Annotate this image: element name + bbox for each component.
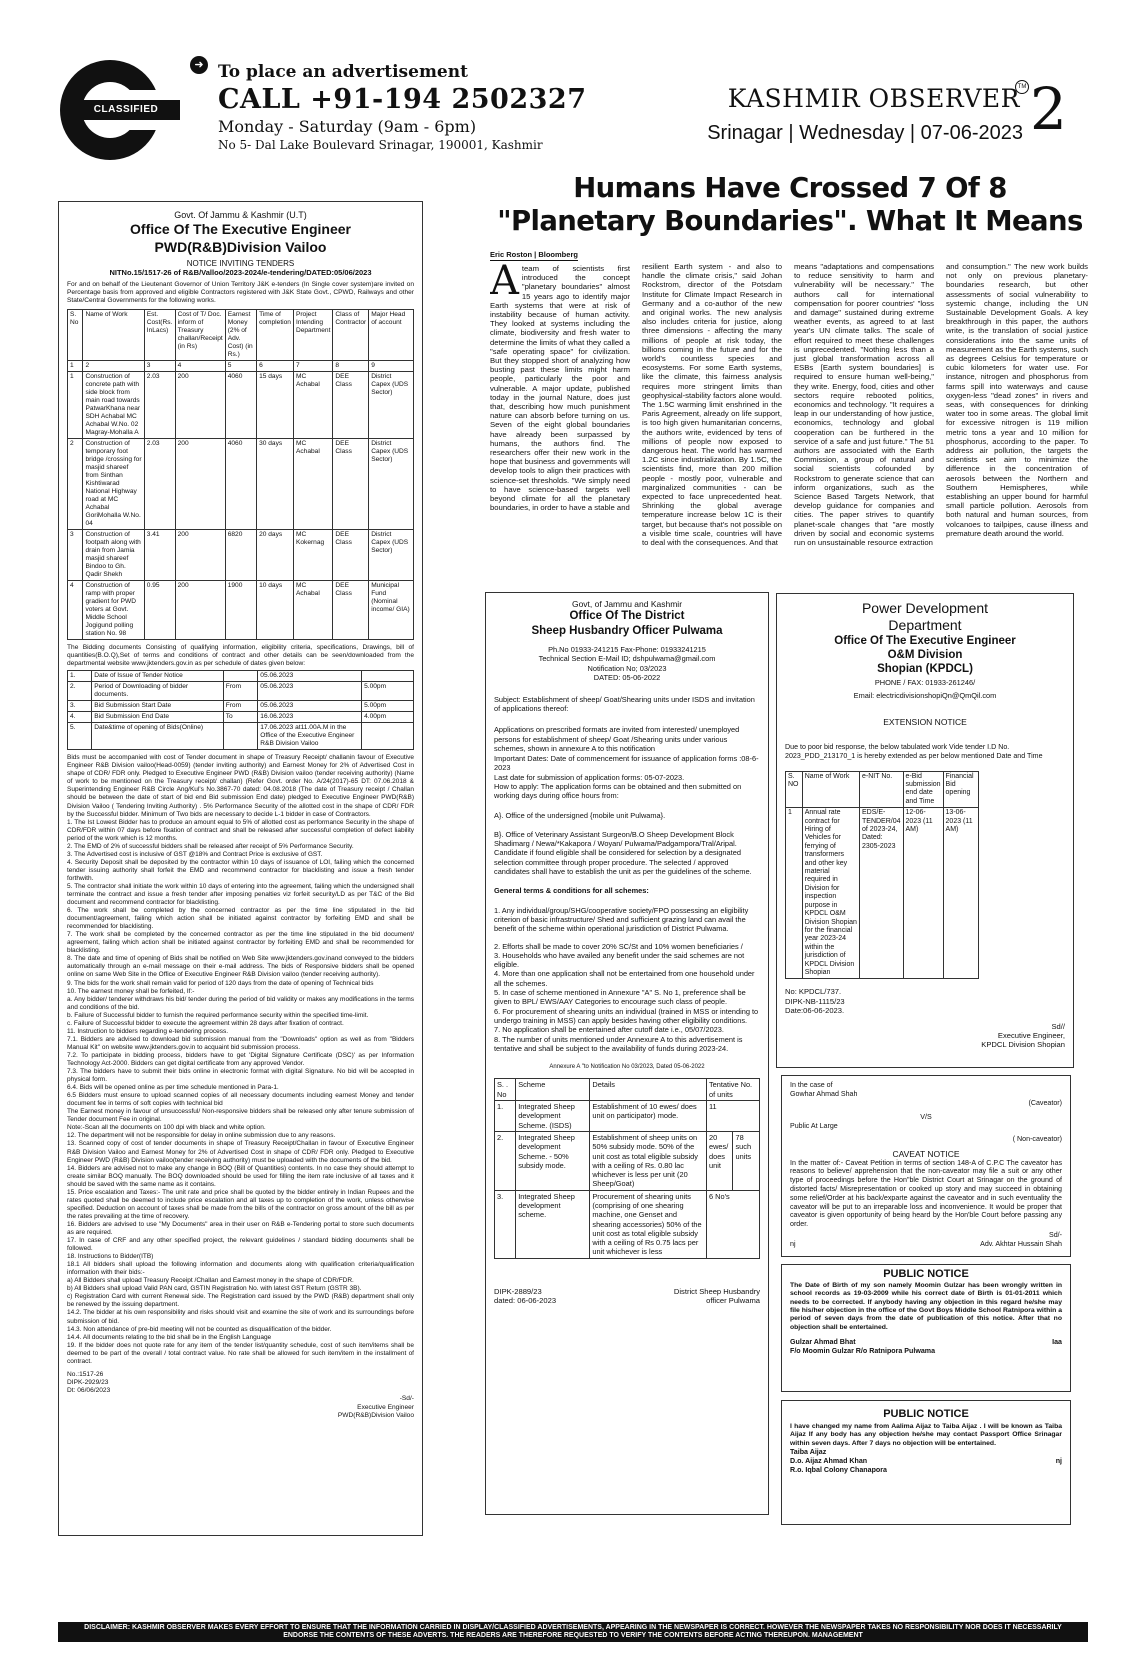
tender-office-1: Office Of The Executive Engineer	[130, 221, 351, 237]
notice1-body: The Date of Birth of my son namely Moomin Gulzar has been wrongly written in school records as 19-03-2009 while his correct date of Birth is 01-01-2011 which needs to be corrected. If anybody having any objection in this regard he/she may file his/her objection in the office of the Govt Boys Middle School Ratnipora within a period of seven days from the date of publication of this notice. After that no objection shall be entertained.	[790, 1281, 1062, 1331]
table-cell: 3	[68, 529, 83, 580]
tender-header-cell: Est. Cost(Rs. InLacs)	[144, 309, 175, 360]
disclaimer-footer: DISCLAIMER: KASHMIR OBSERVER MAKES EVERY EFFORT TO ENSURE THAT THE INFORMATION CARRIED IN DISPLAY/CLASSIFIED ADVERTISEMENTS, APPEARING IN THE NEWSPAPER IS CORRECT. HOWEVER THE NEWSPAPER TAKES NO RESPONSIBILITY NOR DOES IT NECESSARILY ENDORSE THE CONTENTS OF THESE ADVERTS. THE READERS ARE THEREFORE REQUESTED TO VERIFY THE CONTENTS BEFORE ACTING THEREUPON. MANAGEMENT	[58, 1622, 1088, 1642]
article-headline: Humans Have Crossed 7 Of 8 "Planetary Boundaries". What It Means	[497, 172, 1083, 237]
table-cell: 30 days	[257, 438, 294, 529]
table-row	[68, 529, 414, 580]
ad-address: No 5- Dal Lake Boulevard Srinagar, 190001, Kashmir	[218, 138, 543, 152]
article-column-3: means "adaptations and compensations to reduce sensitivity to harm and vulnerability will be necessary." The authors call for international compensation for poorer countries' "loss and damage" sustained during extreme weather events, as agreed to at last year's UN climate talks. The scale of effort required to meet these challenges is unprecedented. "Nothing less than a just global transformation across all ESBs [Earth system boundaries] is required to ensure human well-being," they write. Energy, food, cities and other sectors require rebooted politics, economics and technology. "It requires a leap in our understanding of how justice, economics, technology and global cooperation can be furthered in the service of a safe and just future." The 51 authors are associated with the Earth Commission, a group of natural and social scientists cofounded by Rockstrom to generate science that can inform organizations, such as the Science Based Targets Network, that develop guidance for companies and cities. The paper strives to quantify planet-scale changes that "are mostly driven by social and economic systems run on unsustainable resource extraction	[794, 262, 934, 548]
table-cell: 5.00pm	[362, 701, 414, 712]
tender-dipk: DIPK-2929/23	[67, 1378, 109, 1386]
caveat-sign-row	[790, 1240, 1062, 1249]
table-row	[68, 723, 414, 750]
sheep-notice	[485, 592, 769, 1515]
table-cell: Date&time of opening of Bids(Online)	[92, 723, 223, 750]
sheep-t6: 6. For procurement of shearing units an individual (trained in MSS or intending to undergo training in MSS) can apply besides having other eligibility conditions.	[494, 1006, 759, 1025]
table-cell	[223, 671, 258, 682]
tender-bidding-docs: The Bidding documents Consisting of qualifying information, eligibility criteria, specifications, Drawings, bill of quantities(B.O.Q),Set of terms and conditions of contract and other details can be seen/downloaded from the departmental website www.jktenders.gov.in as per schedule of dates given below:	[67, 643, 414, 668]
table-cell: From	[223, 682, 258, 701]
sheep-dated-bottom: dated: 06-06-2023	[494, 1296, 557, 1306]
caveat-l2: Gowhar Ahmad Shah	[790, 1089, 858, 1098]
table-cell: 4060	[225, 371, 256, 438]
power-p1: Due to poor bid response, the below tabulated work Vide tender I.D No. 2023_PDD_213170_1 is hereby extended as per below mentioned Date and Time	[785, 743, 1043, 760]
article	[490, 248, 1090, 590]
power-table: S. NO Name of Work e-NIT No. e-Bid submission end date and Time Financial Bid opening 1 Annual rate contract for Hiring of Vehicles for ferrying of transformers and other key material required in Division for inspection purpose in KPDCL O&M Division Shopian for the financial year 2023-24 within the jurisdiction of KPDCL Division Shopian EDS/E-TENDER/04 of 2023-24, Dated: 2305-2023 12-06-2023 (11 AM) 13-06-2023 (11 AM)	[785, 771, 979, 980]
tender-nit-no: NITNo.15/1517-26 of R&B/Valloo/2023-2024/e-tendering/DATED:05/06/2023	[109, 268, 372, 277]
table-cell: Bid Submission Start Date	[92, 701, 223, 712]
tender-column-number: 3	[144, 360, 175, 371]
arrow-icon: ➜	[190, 56, 208, 74]
sheep-head-units: Tentative No. of units	[706, 1079, 759, 1101]
sheep-sign-2: officer Pulwama	[706, 1296, 760, 1306]
article-column-1: Ateam of scientists first introduced the concept "planetary boundaries" almost 15 years ago to identify major Earth systems that were at risk of instability because of human activity. They looked at systems including the climate, biodiversity and fresh water to determine the limits of what they called a "safe operating space" for civilization. But they stopped short of analyzing how busting past these limits might harm people, particularly the poor and vulnerable. A major update, published today in the journal Nature, does just that, describing how much punishment nature can absorb before turning on us. Seven of the eight global boundaries have already been surpassed by humans, the authors find. The researchers offer their new work in the hope that business and governments will develop tools to align their practices with science-set thresholds. "We simply need to have science-based targets well beyond climate for all the planetary boundaries, in order to have a stable and	[490, 258, 630, 513]
tender-header-cell: Name of Work	[83, 309, 144, 360]
power-sign-2: KPDCL Division Shopian	[981, 1040, 1065, 1050]
notice2-body: I have changed my name from Aalima Aijaz to Taiba Aijaz . I will be known as Taiba Aijaz If any body has any objection he/she may contact Passport Office Srinagar within seven days. After 7 days no objection will be entertained.	[790, 1422, 1062, 1447]
table-cell: 4	[68, 580, 83, 639]
table-row	[68, 682, 414, 701]
article-column-4: and consumption." The new work builds not only on previous planetary-boundaries research, but other assessments of social vulnerability to systemic change, including the UN Sustainable Development Goals. A key breakthrough in this paper, the authors write, is the translation of social justice considerations into the same units of measurement as the Earth systems, such as degrees Celsius for temperature or cubic kilometers for water use. For instance, nitrogen and phosphorus from farms spill into waterways and cause oxygen-less "dead zones" in rivers and seas, with consequences for drinking water too in some areas. The global limit for excessive nitrogen is 119 million metric tons a year and 10 million for phosphorus, according to the paper. To address air pollution, the targets the scientists set aim to minimize the difference in the concentration of aerosols between the Northern and Southern Hemispheres, while establishing an upper bound for harmful small particle pollution. Aerosols from both natural and human sources, from volcanoes to tailpipes, cause illness and premature death around the world.	[946, 262, 1088, 538]
public-notice-name-change	[781, 1400, 1071, 1525]
table-cell: 2.	[68, 682, 92, 701]
page-number: 2	[1030, 75, 1067, 143]
power-office-1: Office Of The Executive Engineer	[834, 635, 1016, 647]
table-cell: Municipal Fund (Nominal income/ GIA)	[369, 580, 414, 639]
caveat-l3: (Caveator)	[1028, 1098, 1062, 1107]
tender-header-cell: Major Head of account	[369, 309, 414, 360]
table-row	[68, 438, 414, 529]
power-sign-1: Executive Engineer,	[997, 1030, 1065, 1040]
table-cell: 2.03	[144, 371, 175, 438]
caveat-l5: ( Non-caveator)	[1012, 1134, 1062, 1143]
caveat-nj: nj	[790, 1239, 796, 1248]
table-cell	[362, 723, 414, 750]
table-cell: MC Achabal	[293, 438, 332, 529]
sheep-dipk: DIPK-2889/23	[494, 1286, 542, 1296]
table-cell: District Capex (UDS Sector)	[369, 438, 414, 529]
caveat-l1: In the case of	[790, 1081, 833, 1089]
paper-name: KASHMIR OBSERVER	[727, 84, 1020, 113]
tender-header-cell: Cost of T/ Doc. inform of Treasury challan/Receipt (in Rs)	[175, 309, 225, 360]
table-cell: Construction of footpath along with drain from Jamia masjid shareef Bindoo to Gh. Qadir Shekh	[83, 529, 144, 580]
caveat-notice	[781, 1075, 1071, 1257]
notice1-iaa: Iaa	[1052, 1338, 1062, 1347]
sheep-head-scheme: Scheme	[516, 1079, 590, 1101]
tender-column-number: 5	[225, 360, 256, 371]
table-row	[68, 701, 414, 712]
sheep-p3: Last date for submission of application forms: 05-07-2023.	[494, 772, 685, 782]
sheep-annex-title: Annexure A "to Notification No 03/2023, Dated 05-06-2022	[549, 1064, 705, 1071]
caveat-adv: Adv. Akhtar Hussain Shah	[980, 1239, 1062, 1248]
tender-column-number: 9	[369, 360, 414, 371]
sheep-t5: 5. In case of scheme mentioned in Annexure "A" S. No 1, preference shall be given to BPL/ EWS/AAY Categories to encourage such class of people.	[494, 988, 746, 1007]
table-cell: DEE Class	[333, 580, 369, 639]
tender-schedule-table	[67, 670, 414, 750]
sheep-office-1: Office Of The District	[569, 610, 685, 622]
sheep-email: Technical Section E-Mail ID; dshpulwama@gmail.com	[538, 654, 716, 664]
caveat-vs: V/S	[920, 1113, 932, 1122]
sheep-t2: 2. Efforts shall be made to cover 20% SC/St and 10% women beneficiaries /	[494, 941, 743, 951]
sheep-subject: Subject: Establishment of sheep/ Goat/Shearing units under ISDS and invitation of applications thereof:	[494, 694, 755, 713]
classified-label: CLASSIFIED	[72, 100, 180, 120]
sheep-t4: 4. More than one application shall not be entertained from one household under all the schemes.	[494, 969, 755, 988]
table-cell: 200	[175, 371, 225, 438]
table-cell: 10 days	[257, 580, 294, 639]
sheep-footer	[494, 1287, 760, 1306]
table-cell: MC Achabal	[293, 371, 332, 438]
table-cell: 20 days	[257, 529, 294, 580]
table-cell: 05.06.2023	[258, 682, 362, 701]
table-cell: 1.	[68, 671, 92, 682]
caveat-l4: Public At Large	[790, 1122, 838, 1131]
tender-column-number: 7	[293, 360, 332, 371]
table-cell: District Capex (UDS Sector)	[369, 371, 414, 438]
trademark-icon: TM	[1015, 80, 1029, 94]
ad-hours: Monday - Saturday (9am - 6pm)	[218, 117, 477, 136]
table-cell: DEE Class	[333, 438, 369, 529]
sheep-p7: Candidate if found eligible shall be considered for selection by a designated selection committee through proper procedure. The selected / approved candidates shall have to establish the unit as per the guidelines of the scheme.	[494, 848, 752, 877]
table-row: 3. Integrated Sheep development scheme. Procurement of shearing units (comprising of one shearing machine, one Genset and shearing accessories) 50% of the unit cost as total eligible subsidy with a ceiling of Rs 0.75 lacs per unit whichever is less 6 No's	[495, 1190, 760, 1258]
table-cell: 0.95	[144, 580, 175, 639]
table-cell: Construction of temporary foot bridge /crossing for masjid shareef from Sinthan Kishtiwarad National Highway road at MC Achabal GoriMohalla W.No. 04	[83, 438, 144, 529]
table-cell: 4.00pm	[362, 712, 414, 723]
sheep-p5: A}. Office of the undersigned {mobile unit Pulwama}.	[494, 810, 666, 820]
tender-ref-no: No.:1517-26	[67, 1370, 104, 1378]
tender-dt: Dt: 06/06/2023	[67, 1387, 111, 1395]
notice1-title: PUBLIC NOTICE	[883, 1268, 969, 1280]
table-cell: Construction of concrete path with side block from main road towards PatwarKhana near SDH Achabal MC Achabal W.No. 02 Magray-Mohalla A	[83, 371, 144, 438]
notice2-name: Taiba Aijaz	[790, 1448, 827, 1457]
table-cell: DEE Class	[333, 371, 369, 438]
table-cell: DEE Class	[333, 529, 369, 580]
sheep-t8: 8. The number of units mentioned under Annexure A to this advertisement is tentative and shall be subject to the availability of funds during 2023-24.	[494, 1034, 743, 1053]
table-row	[68, 371, 414, 438]
sheep-t7: 7. No application shall be entertained after cutoff date i.e., 05/07/2023.	[494, 1025, 724, 1035]
notice2-addr: R.o. Iqbal Colony Chanapora	[790, 1465, 887, 1474]
sheep-gov: Govt, of Jammu and Kashmir	[571, 599, 683, 609]
caveat-title: CAVEAT NOTICE	[892, 1148, 960, 1159]
table-cell: MC Kokernag	[293, 529, 332, 580]
table-cell: Bid Submission End Date	[92, 712, 223, 723]
notice2-title: PUBLIC NOTICE	[883, 1408, 969, 1420]
power-no: No: KPDCL/737.	[785, 987, 842, 997]
tender-column-number: 8	[333, 360, 369, 371]
notice2-sign-row	[790, 1457, 1062, 1466]
notice2-nj: nj	[1055, 1456, 1062, 1465]
tender-sd: -Sd/-	[399, 1395, 414, 1403]
sheep-annex-table	[494, 1078, 760, 1258]
tender-header-cell: S. No	[68, 309, 83, 360]
notice1-name: Gulzar Ahmad Bhat	[790, 1338, 856, 1347]
sheep-meta	[494, 645, 760, 683]
date-line: Srinagar | Wednesday | 07-06-2023	[707, 122, 1023, 144]
power-dept-2: Department	[888, 617, 962, 633]
ad-phone: CALL +91-194 2502327	[218, 84, 587, 115]
sheep-sign-1: District Sheep Husbandry	[673, 1286, 760, 1296]
article-column-2: resilient Earth system - and also to handle the climate crisis," said Johan Rockstrom, director of the Potsdam Institute for Climate Impact Research in Germany and a co-author of the new and original works. The new analysis also includes criteria for justice, along three dimensions - affecting the many millions of people at risk today, the billions coming in the future and for the world's countless species and ecosystems. For some Earth systems, like the climate, this fairness analysis requires more stringent limits than geophysical-stability factors alone would. The 1.5C warming limit enshrined in the Paris Agreement, already on life support, is too high given humanitarian concerns, the authors write, evidenced by tens of millions of people now exposed to dangerous heat. The world has warmed 1.2C since industrialization. By 1.5C, the scientists find, more than 200 million people - mostly poor, vulnerable and marginalized communities - can be expected to face unprecedented heat. Shrinking the global average temperature increase below 1C is their target, but because that's not possible on a visible time scale, countries will have to deal with the consequences. And that	[642, 262, 782, 548]
power-dipk: DIPK-NB-1115/23	[785, 996, 845, 1006]
table-cell: 1900	[225, 580, 256, 639]
power-date: Date:06-06-2023.	[785, 1006, 845, 1016]
table-row	[68, 671, 414, 682]
table-cell: 4060	[225, 438, 256, 529]
tender-column-number: 2	[83, 360, 144, 371]
table-row: 1. Integrated Sheep development Scheme. (ISDS) Establishment of 10 ewes/ does unit on participator) mode. 11	[495, 1101, 760, 1132]
table-cell: Construction of ramp with proper gradient for PWD voters at Govt. Middle School Jogigund polling station No. 98	[83, 580, 144, 639]
tender-column-number: 6	[257, 360, 294, 371]
tender-intro: For and on behalf of the Lieutenant Governor of Union Territory J&K e-tenders (In Single cover system)are invited on Percentage basis from approved and eligible Contractors registered with J&K State Govt., CPWD, Railways and other State/Central Governments for the following works.	[67, 281, 414, 305]
sheep-office-2: Sheep Husbandry Officer Pulwama	[531, 625, 723, 637]
power-notice	[776, 593, 1074, 1068]
table-cell: 17.06.2023 at11.00A.M in the Office of the Executive Engineer R&B Division Vailoo	[258, 723, 362, 750]
table-cell: 200	[175, 580, 225, 639]
sheep-p1: Applications on prescribed formats are invited from interested/ unemployed persons for establishment of sheep/ Goat /Shearing units under various schemes, shown in annexure A to this notification	[494, 725, 740, 753]
tender-sign-office: PWD(R&B)Division Vailoo	[337, 1411, 414, 1419]
table-cell: 2.03	[144, 438, 175, 529]
tender-office-2: PWD(R&B)Division Vailoo	[154, 239, 327, 255]
table-cell: 15 days	[257, 371, 294, 438]
sheep-head-details: Details	[590, 1079, 707, 1101]
notice2-do: D.o. Aijaz Ahmad Khan	[790, 1456, 868, 1465]
sheep-terms-title: General terms & conditions for all schemes:	[494, 886, 649, 896]
table-cell: 16.06.2023	[258, 712, 362, 723]
power-dept-1: Power Development	[861, 600, 989, 616]
dropcap: A	[490, 258, 519, 304]
table-cell: 6820	[225, 529, 256, 580]
power-title: EXTENSION NOTICE	[883, 717, 967, 727]
tender-works-table	[67, 309, 414, 640]
sheep-head-sno: S. . No	[495, 1079, 516, 1101]
table-cell: 2	[68, 438, 83, 529]
classified-logo	[60, 60, 178, 160]
tender-header-cell: Earnest Money (2% of Adv. Cost) (in Rs.)	[225, 309, 256, 360]
power-sd: Sd//	[1051, 1021, 1065, 1031]
table-row	[68, 580, 414, 639]
tender-header-cell: Class of Contractor	[333, 309, 369, 360]
tender-notice	[58, 201, 423, 1536]
table-cell: To	[223, 712, 258, 723]
table-cell: 1	[68, 371, 83, 438]
table-row: 1 Annual rate contract for Hiring of Vehicles for ferrying of transformers and other key material required in Division for inspection purpose in KPDCL O&M Division Shopian for the financial year 2023-24 within the jurisdiction of KPDCL Division Shopian EDS/E-TENDER/04 of 2023-24, Dated: 2305-2023 12-06-2023 (11 AM) 13-06-2023 (11 AM)	[786, 808, 979, 979]
table-cell: 3.41	[144, 529, 175, 580]
sheep-t3: 3. Households who have availed any benefit under the said schemes are not eligible.	[494, 950, 745, 970]
power-office-2: O&M Division	[887, 649, 963, 661]
sheep-t1: 1. Any individual/group/SHG/cooperative society/FPO possessing an eligibility criterion of basic infrastructure/ Shed and sufficient grazing land can avail the benefit of the scheme within operational jurisdiction of District Pulwama.	[494, 905, 749, 934]
table-cell: From	[223, 701, 258, 712]
tender-gov: Govt. Of Jammu & Kashmir (U.T)	[174, 210, 307, 220]
table-cell: MC Achabal	[293, 580, 332, 639]
table-row: 2. Integrated Sheep development Scheme. - 50% subsidy mode. Establishment of sheep units on 50% subsidy mode. 50% of the unit cost as total eligible subsidy with a ceiling of Rs. 0.80 lac whichever is less per unit (20 Sheep/Goat) 20 ewes/ does unit 78 such units	[495, 1131, 760, 1190]
power-office-3: Shopian (KPDCL)	[877, 663, 973, 675]
table-cell: District Capex (UDS Sector)	[369, 529, 414, 580]
table-cell: 05.06.2023	[258, 701, 362, 712]
sheep-p2: Important Dates: Date of commencement for issuance of application forms :08-6-2023	[494, 754, 759, 773]
tender-conditions: Bids must be accompanied with cost of Tender document in shape of Treasury Receipt/ challanin favour of Executive Engineer R&B Division vailoo(Head-0059) (tender inviting authority) and Earnest Money for 2% of Advertised Cost in shape of CDR/ FDR only. Pledged to Executive Engineer PWD (R&B) Division vailoo (tender receiving authority) (Name of work to be mentioned on the Treasury receipt/ challan) (Refer Govt. order No. A/24(2017)-65 DT: 07.06.2018 & Superintending Engineer R&B Circle Ang/Kul's No.3867-70 dated: 04.08.2018 (The date of Treasury receipt / Challan should be between the date of start of bid end Bid submission End date) pledged to Executive Engineer PWD(R&B) Division Vailoo ( Tendering Inviting Authority) . 5% Performance Security of the allotted cost in the shape of CDR/ FDR by the Successful bidder. Minimum of Two bids are necessary to decide L-1 bidder in case of Contractors. 1. The Ist Lowest Bidder has to produce an amount equal to 5% of allotted cost as performance Security in the shape of CDR/FDR within 07 days before fixation of contract and shall be released after successful completion of defect liability period of the work which is 12 months. 2. The EMD of 2% of successful bidders shall be released after receipt of 5% Performance Security. 3. The Advertised cost is inclusive of GST @18% and Contract Price is exclusive of GST. 4. Security Deposit shall be deposited by the contractor within 10 days of issuance of LOI, failing which the concerned tender issuing authority shall forfeit the EMD and recommend contractor for blacklisting and issue a fresh tender forthwith. 5. The contractor shall initiate the work within 10 days of entering into the agreement, failing which the undersigned shall terminate the contract and issue a fresh tender after imposing penalties viz forfeit security/LD as per T&C of the Bid document and recommend contractor for blacklisting. 6. The work shall be completed by the concerned contractor as per the time line stipulated in the bid document/agreement, failing which action shall be initiated against contractor by forfeiting EMD and shall be recommended for blacklisting. 7. The work shall be completed by the concerned contractor as per the time line stipulated in the bid document/ agreement, failing which action shall be initiated against contractor by forfeiting EMD and shall be recommended for blacklisting. 8. The date and time of opening of Bids shall be notified on Web Site www.jktenders.gov.inand conveyed to the bidders automatically through an e-mail message on their e-mail address. The bids of Responsive bidders shall be opened online on same Web Site in the Office of Executive Engineer R&B Division vailoo (tender receiving authority). 9. The bids for the work shall remain valid for period of 120 days from the date of opening of Technical bids 10. The earnest money shall be forfeited, If:- a. Any bidder/ tenderer withdraws his bid/ tender during the period of bid validity or makes any modifications in the terms and conditions of the bid. b. Failure of Successful bidder to furnish the required performance security within the specified time-limit. c. Failure of Successful bidder to execute the agreement within 28 days after fixation of contract. 11. Instruction to bidders regarding e-tendering process. 7.1. Bidders are advised to download bid submission manual from the "Downloads" option as well as from "Bidders Manual Kit" on website www.jktenders.gov.in to acquaint bid submission process. 7.2. To participate in bidding process, bidders have to get 'Digital Signature Certificate (DSC)' as per Information Technology Act-2000. Bidders can get digital certificate from any approved Vendor. 7.3. The bidders have to submit their bids online in electronic format with digital Signature. No bid will be accepted in physical form. 6.4. Bids will be opened online as per time schedule mentioned in Para-1. 6.5 Bidders must ensure to upload scanned copies of all necessary documents including earnest Money and tender document fee in terms of soft copies with technical bid The Earnest money in favour of unsuccessful/ Non-responsive bidders shall be released only after tenure submission of Tender document Fee in original. Note:-Scan all the documents on 100 dpi with black and white option. 12. The department will not be responsible for delay in online submission due to any reasons. 13. Scanned copy of cost of tender documents in shape of Treasury Receipt/Challan in favour of Executive Engineer R&B Division Vailoo and Earnest Money for 2% of Advertised Cost in shape of CDR/ FDR only. Pledged to Executive Engineer PWD (R&B) Division vailoo(tender receiving authority) must be uploaded with the documents of the bid. 14. Bidders are advised not to make any change in BOQ (Bill of Quantities) contents. In no case they should attempt to create similar BOQ manually. The BOQ downloaded should be used for filling the item rate inclusive of all taxes and it should be saved with the same name as it contains. 15. Price escalation and Taxes:- The unit rate and price shall be quoted by the bidder entirely in Indian Rupees and the rates quoted shall be deemed to include price escalation and all taxes up to completion of the work, unless otherwise specified. Deduction on account of taxes shall be made from the bills of the contractor on gross amount of the bill as per the rates prevailing at the time of recovery. 16. Bidders are advised to use "My Documents" area in their user on R&B e-Tendering portal to store such documents as are required. 17. In case of CRF and any other specified project, the relevant guidelines / standard bidding documents shall be followed. 18. Instructions to Bidder(ITB) 18.1 All bidders shall upload the following information and documents along with qualification criteria/qualification information with their bids:- a) All Bidders shall upload Treasury Receipt /Challan and Earnest money in the shape of CDR/FDR. b) All Bidders shall upload Valid PAN card, GSTIN Registration No. with latest GST Return (GSTR 3B). c) Registration Card with current Renewal side. The Registration card issued by the PWD (R&B) department shall only be renewed by the issuing department. 14.2. The bidder at his own responsibility and risks should visit and examine the site of work and its surroundings before submission of bid. 14.3. Non attendance of pre-bid meeting will not be counted as disqualification of the bidder. 14.4. All documents relating to the bid shall be in the English Language 19. If the bidder does not quote rate for any item of the tender list/quantity schedule, cost of such item/items shall be deemed to be part of the overall / total contract value. No rate shall be allowed for such item/item in the installment of contract.	[67, 754, 414, 1365]
sheep-phone: Ph.No 01933-241215 Fax-Phone: 01933241215	[548, 645, 706, 654]
power-email: Email: electricdivisionshopiQn@QmQil.com	[853, 691, 997, 700]
masthead	[55, 50, 1095, 160]
table-cell: 5.	[68, 723, 92, 750]
table-cell: 4.	[68, 712, 92, 723]
sheep-p4: How to apply: The application forms can be obtained and then submitted on working days during office hours from:	[494, 782, 742, 801]
table-cell: Date of Issue of Tender Notice	[92, 671, 223, 682]
tender-column-number: 1	[68, 360, 83, 371]
tender-column-number: 4	[175, 360, 225, 371]
table-cell: 5.00pm	[362, 682, 414, 701]
ad-title: To place an advertisement	[218, 62, 468, 82]
caveat-sd: Sd/-	[1048, 1230, 1062, 1239]
tender-header-cell: Project Intending Department	[293, 309, 332, 360]
table-row	[68, 712, 414, 723]
table-cell: 05.06.2023	[258, 671, 362, 682]
sheep-notification: Notification No; 03/2023	[587, 663, 667, 673]
table-cell: 200	[175, 438, 225, 529]
article-byline: Eric Roston | Bloomberg	[490, 250, 578, 259]
notice1-addr: F/o Moomin Gulzar R/o Ratnipora Pulwama	[790, 1347, 936, 1356]
notice1-sign-row	[790, 1338, 1062, 1347]
tender-sign-title: Executive Engineer	[357, 1403, 414, 1411]
power-phone: PHONE / FAX: 01933-261246/	[874, 678, 976, 687]
caveat-body: In the matter of:- Caveat Petition in terms of section 148-A of C.P.C The caveator has reasons to believe/ apprehension that the non-caveator may file a suit or any other type of proceedings before the Hon"ble District Court at Srinagar on the ground of distorted facts/ Misrepresentation or cooked up story and may succeed in obtaining some relief/Order at his back/exparte against the caveator and in such eventuality the caveator will be put to an irreparable loss and inconvenience. It would be proper that caveator is given opportunity of being heard by the Hon'ble Court before passing any order.	[790, 1158, 1062, 1229]
table-cell	[362, 671, 414, 682]
tender-nit-title: NOTICE INVITING TENDERS	[186, 259, 295, 268]
table-cell: 200	[175, 529, 225, 580]
table-cell	[223, 723, 258, 750]
table-cell: 3.	[68, 701, 92, 712]
tender-header-cell: Time of completion	[257, 309, 294, 360]
sheep-dated: DATED: 05-06-2022	[593, 673, 661, 683]
public-notice-dob	[781, 1264, 1071, 1392]
sheep-p6: B}. Office of Veterinary Assistant Surgeon/B.O Sheep Development Block Shadimarg / Newa/*Kakapora / Woyan/ Pulwama/Padgampora/Tral/Aripal.	[494, 829, 737, 849]
table-cell: Period of Downloading of bidder documents.	[92, 682, 223, 701]
